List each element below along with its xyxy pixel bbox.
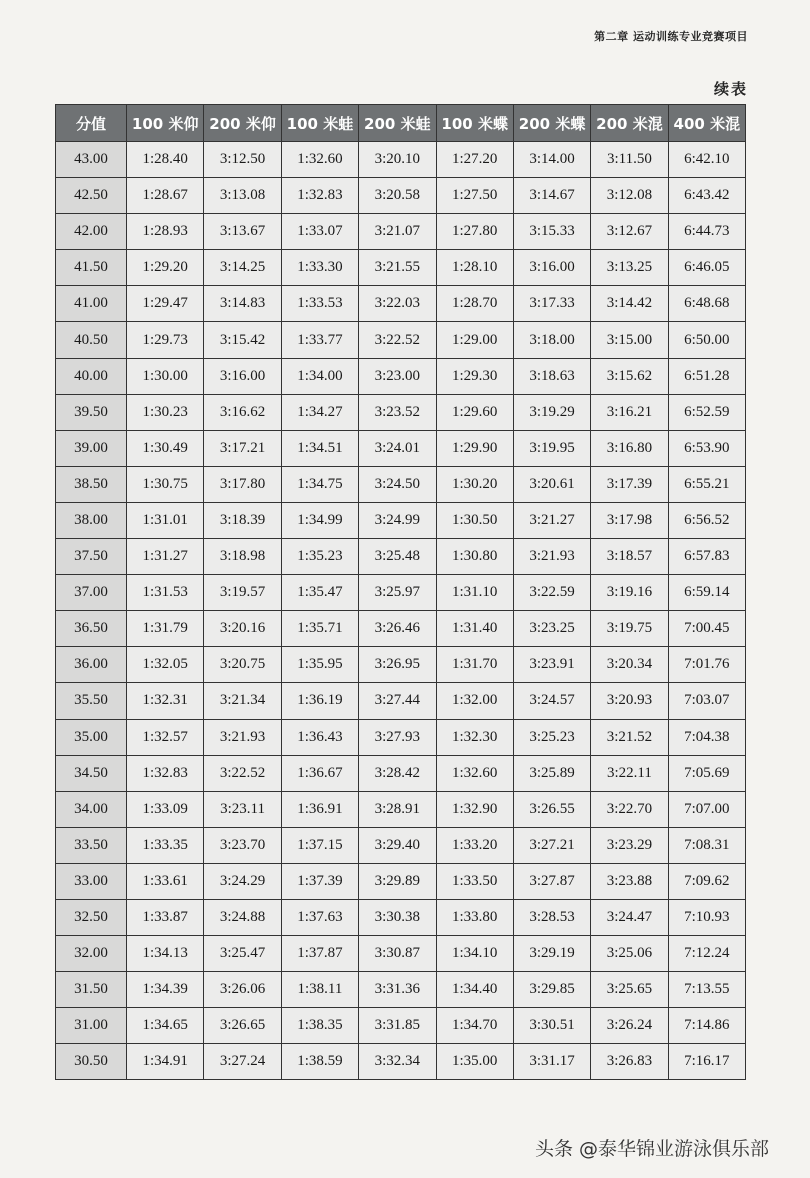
column-header: 200 米混 (591, 105, 668, 142)
time-cell: 1:32.57 (127, 719, 204, 755)
time-cell: 3:22.11 (591, 755, 668, 791)
score-cell: 38.50 (56, 466, 127, 502)
score-cell: 40.50 (56, 322, 127, 358)
time-cell: 3:29.89 (359, 863, 436, 899)
time-cell: 3:24.57 (513, 683, 590, 719)
time-cell: 7:13.55 (668, 972, 745, 1008)
time-cell: 3:24.47 (591, 899, 668, 935)
time-cell: 3:18.39 (204, 502, 281, 538)
time-cell: 1:37.39 (281, 863, 358, 899)
time-cell: 3:24.50 (359, 466, 436, 502)
time-cell: 3:21.07 (359, 214, 436, 250)
time-cell: 3:30.38 (359, 899, 436, 935)
time-cell: 3:17.80 (204, 466, 281, 502)
time-cell: 3:20.75 (204, 647, 281, 683)
time-cell: 3:17.33 (513, 286, 590, 322)
time-cell: 3:22.03 (359, 286, 436, 322)
time-cell: 1:31.70 (436, 647, 513, 683)
table-row (56, 827, 746, 863)
column-header: 分值 (56, 105, 127, 142)
time-cell: 3:14.25 (204, 250, 281, 286)
time-cell: 1:30.20 (436, 466, 513, 502)
time-cell: 1:28.40 (127, 142, 204, 178)
time-cell: 1:38.11 (281, 972, 358, 1008)
time-cell: 3:21.93 (513, 539, 590, 575)
time-cell: 3:28.53 (513, 899, 590, 935)
time-cell: 6:53.90 (668, 430, 745, 466)
table-row (56, 502, 746, 538)
score-cell: 31.00 (56, 1008, 127, 1044)
time-cell: 3:13.67 (204, 214, 281, 250)
time-cell: 3:11.50 (591, 142, 668, 178)
table-row (56, 683, 746, 719)
time-cell: 1:34.70 (436, 1008, 513, 1044)
score-cell: 42.50 (56, 178, 127, 214)
time-cell: 3:14.00 (513, 142, 590, 178)
time-cell: 3:21.93 (204, 719, 281, 755)
time-cell: 1:27.20 (436, 142, 513, 178)
table-row (56, 936, 746, 972)
time-cell: 3:21.27 (513, 502, 590, 538)
score-cell: 33.00 (56, 863, 127, 899)
time-cell: 3:28.42 (359, 755, 436, 791)
time-cell: 6:57.83 (668, 539, 745, 575)
time-cell: 3:25.97 (359, 575, 436, 611)
time-cell: 1:32.05 (127, 647, 204, 683)
time-cell: 1:33.77 (281, 322, 358, 358)
time-cell: 1:33.80 (436, 899, 513, 935)
time-cell: 3:12.67 (591, 214, 668, 250)
time-cell: 3:25.89 (513, 755, 590, 791)
time-cell: 6:44.73 (668, 214, 745, 250)
continued-label: 续表 (713, 80, 748, 98)
time-cell: 7:08.31 (668, 827, 745, 863)
score-cell: 34.00 (56, 791, 127, 827)
time-cell: 6:56.52 (668, 502, 745, 538)
time-cell: 1:32.31 (127, 683, 204, 719)
time-cell: 1:32.83 (127, 755, 204, 791)
time-cell: 3:26.65 (204, 1008, 281, 1044)
time-cell: 3:26.46 (359, 611, 436, 647)
time-cell: 6:59.14 (668, 575, 745, 611)
time-cell: 3:24.01 (359, 430, 436, 466)
time-cell: 1:33.07 (281, 214, 358, 250)
time-cell: 1:33.09 (127, 791, 204, 827)
running-header: 第二章 运动训练专业竞赛项目 (594, 30, 748, 43)
table-row (56, 647, 746, 683)
time-cell: 1:34.51 (281, 430, 358, 466)
time-cell: 1:33.87 (127, 899, 204, 935)
table-row (56, 286, 746, 322)
time-cell: 3:17.21 (204, 430, 281, 466)
time-cell: 1:33.30 (281, 250, 358, 286)
time-cell: 3:23.88 (591, 863, 668, 899)
time-cell: 1:34.91 (127, 1044, 204, 1080)
time-cell: 3:27.44 (359, 683, 436, 719)
time-cell: 1:29.90 (436, 430, 513, 466)
time-cell: 1:29.00 (436, 322, 513, 358)
time-cell: 6:46.05 (668, 250, 745, 286)
time-cell: 1:38.35 (281, 1008, 358, 1044)
time-cell: 3:23.52 (359, 394, 436, 430)
time-cell: 3:23.11 (204, 791, 281, 827)
time-cell: 1:28.93 (127, 214, 204, 250)
score-cell: 37.50 (56, 539, 127, 575)
time-cell: 1:29.73 (127, 322, 204, 358)
time-cell: 3:26.83 (591, 1044, 668, 1080)
time-cell: 6:51.28 (668, 358, 745, 394)
time-cell: 1:32.83 (281, 178, 358, 214)
time-cell: 3:18.63 (513, 358, 590, 394)
time-cell: 3:31.36 (359, 972, 436, 1008)
column-header: 400 米混 (668, 105, 745, 142)
source-watermark: 头条 @泰华锦业游泳俱乐部 (535, 1138, 770, 1160)
table-row (56, 394, 746, 430)
time-cell: 1:28.67 (127, 178, 204, 214)
time-cell: 3:28.91 (359, 791, 436, 827)
time-cell: 7:05.69 (668, 755, 745, 791)
column-header: 100 米仰 (127, 105, 204, 142)
column-header: 200 米仰 (204, 105, 281, 142)
time-cell: 3:22.52 (359, 322, 436, 358)
time-cell: 6:55.21 (668, 466, 745, 502)
time-cell: 3:23.25 (513, 611, 590, 647)
time-cell: 3:25.23 (513, 719, 590, 755)
time-cell: 3:24.88 (204, 899, 281, 935)
time-cell: 3:31.85 (359, 1008, 436, 1044)
time-cell: 3:13.25 (591, 250, 668, 286)
time-cell: 3:17.39 (591, 466, 668, 502)
score-cell: 40.00 (56, 358, 127, 394)
score-cell: 33.50 (56, 827, 127, 863)
time-cell: 1:33.53 (281, 286, 358, 322)
score-cell: 32.00 (56, 936, 127, 972)
score-cell: 37.00 (56, 575, 127, 611)
time-cell: 1:34.00 (281, 358, 358, 394)
table-row (56, 466, 746, 502)
score-cell: 36.50 (56, 611, 127, 647)
time-cell: 1:37.63 (281, 899, 358, 935)
table-row (56, 899, 746, 935)
time-cell: 7:07.00 (668, 791, 745, 827)
column-header: 200 米蝶 (513, 105, 590, 142)
time-cell: 1:29.20 (127, 250, 204, 286)
time-cell: 3:27.24 (204, 1044, 281, 1080)
table-row (56, 575, 746, 611)
time-cell: 1:29.47 (127, 286, 204, 322)
time-cell: 1:30.49 (127, 430, 204, 466)
time-cell: 1:38.59 (281, 1044, 358, 1080)
time-cell: 3:20.34 (591, 647, 668, 683)
time-cell: 1:37.87 (281, 936, 358, 972)
time-cell: 7:16.17 (668, 1044, 745, 1080)
time-cell: 1:35.47 (281, 575, 358, 611)
time-cell: 3:19.16 (591, 575, 668, 611)
table-row (56, 719, 746, 755)
score-cell: 35.50 (56, 683, 127, 719)
time-cell: 1:32.60 (436, 755, 513, 791)
time-cell: 3:30.51 (513, 1008, 590, 1044)
time-cell: 3:20.10 (359, 142, 436, 178)
score-cell: 30.50 (56, 1044, 127, 1080)
time-cell: 3:15.33 (513, 214, 590, 250)
time-cell: 3:23.00 (359, 358, 436, 394)
time-cell: 1:27.80 (436, 214, 513, 250)
time-cell: 3:19.75 (591, 611, 668, 647)
table-row (56, 1008, 746, 1044)
time-cell: 3:26.24 (591, 1008, 668, 1044)
time-cell: 1:31.40 (436, 611, 513, 647)
time-cell: 1:32.00 (436, 683, 513, 719)
time-cell: 6:52.59 (668, 394, 745, 430)
time-cell: 3:25.47 (204, 936, 281, 972)
time-cell: 1:35.95 (281, 647, 358, 683)
time-cell: 1:36.91 (281, 791, 358, 827)
time-cell: 3:12.50 (204, 142, 281, 178)
table-header-row (56, 105, 746, 142)
time-cell: 3:19.95 (513, 430, 590, 466)
time-cell: 3:19.57 (204, 575, 281, 611)
time-cell: 1:28.70 (436, 286, 513, 322)
time-cell: 3:18.57 (591, 539, 668, 575)
score-cell: 41.50 (56, 250, 127, 286)
time-cell: 7:03.07 (668, 683, 745, 719)
time-cell: 1:34.39 (127, 972, 204, 1008)
time-cell: 6:42.10 (668, 142, 745, 178)
table-row (56, 142, 746, 178)
time-cell: 1:32.30 (436, 719, 513, 755)
time-cell: 3:16.62 (204, 394, 281, 430)
time-cell: 3:26.06 (204, 972, 281, 1008)
time-cell: 1:34.40 (436, 972, 513, 1008)
score-cell: 39.50 (56, 394, 127, 430)
time-cell: 3:20.58 (359, 178, 436, 214)
time-cell: 3:25.48 (359, 539, 436, 575)
time-cell: 3:18.98 (204, 539, 281, 575)
time-cell: 3:16.21 (591, 394, 668, 430)
time-cell: 1:35.00 (436, 1044, 513, 1080)
time-cell: 1:35.71 (281, 611, 358, 647)
time-cell: 1:30.50 (436, 502, 513, 538)
score-cell: 41.00 (56, 286, 127, 322)
time-cell: 3:16.00 (204, 358, 281, 394)
time-cell: 1:27.50 (436, 178, 513, 214)
time-cell: 3:32.34 (359, 1044, 436, 1080)
table-row (56, 430, 746, 466)
time-cell: 1:31.79 (127, 611, 204, 647)
time-cell: 3:14.42 (591, 286, 668, 322)
time-cell: 6:50.00 (668, 322, 745, 358)
score-table (55, 104, 746, 1080)
time-cell: 3:25.06 (591, 936, 668, 972)
time-cell: 1:32.90 (436, 791, 513, 827)
time-cell: 7:12.24 (668, 936, 745, 972)
table-row (56, 1044, 746, 1080)
time-cell: 1:31.01 (127, 502, 204, 538)
time-cell: 1:36.19 (281, 683, 358, 719)
time-cell: 3:25.65 (591, 972, 668, 1008)
time-cell: 3:13.08 (204, 178, 281, 214)
time-cell: 3:21.55 (359, 250, 436, 286)
time-cell: 1:33.35 (127, 827, 204, 863)
table-row (56, 214, 746, 250)
score-cell: 43.00 (56, 142, 127, 178)
time-cell: 1:33.20 (436, 827, 513, 863)
time-cell: 3:15.62 (591, 358, 668, 394)
time-cell: 1:33.61 (127, 863, 204, 899)
time-cell: 3:20.61 (513, 466, 590, 502)
time-cell: 3:21.34 (204, 683, 281, 719)
time-cell: 3:23.91 (513, 647, 590, 683)
column-header: 200 米蛙 (359, 105, 436, 142)
time-cell: 3:23.70 (204, 827, 281, 863)
time-cell: 3:16.00 (513, 250, 590, 286)
time-cell: 1:30.00 (127, 358, 204, 394)
time-cell: 3:14.67 (513, 178, 590, 214)
time-cell: 3:26.55 (513, 791, 590, 827)
time-cell: 3:30.87 (359, 936, 436, 972)
time-cell: 3:27.93 (359, 719, 436, 755)
time-cell: 1:31.27 (127, 539, 204, 575)
table-row (56, 791, 746, 827)
time-cell: 3:21.52 (591, 719, 668, 755)
time-cell: 3:16.80 (591, 430, 668, 466)
table-row (56, 358, 746, 394)
time-cell: 1:30.80 (436, 539, 513, 575)
time-cell: 7:04.38 (668, 719, 745, 755)
time-cell: 3:29.85 (513, 972, 590, 1008)
table-row (56, 539, 746, 575)
score-cell: 42.00 (56, 214, 127, 250)
time-cell: 3:27.21 (513, 827, 590, 863)
time-cell: 3:17.98 (591, 502, 668, 538)
score-cell: 38.00 (56, 502, 127, 538)
time-cell: 3:18.00 (513, 322, 590, 358)
time-cell: 7:00.45 (668, 611, 745, 647)
time-cell: 3:19.29 (513, 394, 590, 430)
table-body (56, 142, 746, 1080)
time-cell: 3:29.40 (359, 827, 436, 863)
table-row (56, 755, 746, 791)
time-cell: 3:29.19 (513, 936, 590, 972)
time-cell: 7:09.62 (668, 863, 745, 899)
score-cell: 35.00 (56, 719, 127, 755)
time-cell: 3:23.29 (591, 827, 668, 863)
time-cell: 1:31.53 (127, 575, 204, 611)
time-cell: 1:29.30 (436, 358, 513, 394)
time-cell: 3:15.00 (591, 322, 668, 358)
time-cell: 1:36.43 (281, 719, 358, 755)
time-cell: 1:29.60 (436, 394, 513, 430)
time-cell: 1:30.75 (127, 466, 204, 502)
table-row (56, 611, 746, 647)
score-cell: 39.00 (56, 430, 127, 466)
column-header: 100 米蝶 (436, 105, 513, 142)
time-cell: 3:15.42 (204, 322, 281, 358)
time-cell: 1:34.10 (436, 936, 513, 972)
table-row (56, 863, 746, 899)
time-cell: 1:31.10 (436, 575, 513, 611)
time-cell: 3:22.59 (513, 575, 590, 611)
time-cell: 6:43.42 (668, 178, 745, 214)
time-cell: 3:27.87 (513, 863, 590, 899)
table-row (56, 250, 746, 286)
time-cell: 1:33.50 (436, 863, 513, 899)
time-cell: 3:24.29 (204, 863, 281, 899)
time-cell: 3:12.08 (591, 178, 668, 214)
time-cell: 3:26.95 (359, 647, 436, 683)
time-cell: 6:48.68 (668, 286, 745, 322)
time-cell: 3:14.83 (204, 286, 281, 322)
time-cell: 1:34.65 (127, 1008, 204, 1044)
time-cell: 1:30.23 (127, 394, 204, 430)
time-cell: 1:37.15 (281, 827, 358, 863)
table-row (56, 178, 746, 214)
time-cell: 3:20.16 (204, 611, 281, 647)
time-cell: 3:20.93 (591, 683, 668, 719)
time-cell: 3:22.52 (204, 755, 281, 791)
table-row (56, 972, 746, 1008)
time-cell: 3:24.99 (359, 502, 436, 538)
time-cell: 1:34.75 (281, 466, 358, 502)
time-cell: 1:32.60 (281, 142, 358, 178)
time-cell: 1:34.13 (127, 936, 204, 972)
time-cell: 1:34.99 (281, 502, 358, 538)
score-cell: 32.50 (56, 899, 127, 935)
time-cell: 1:28.10 (436, 250, 513, 286)
time-cell: 7:10.93 (668, 899, 745, 935)
time-cell: 7:01.76 (668, 647, 745, 683)
time-cell: 1:34.27 (281, 394, 358, 430)
score-cell: 36.00 (56, 647, 127, 683)
score-cell: 31.50 (56, 972, 127, 1008)
time-cell: 1:35.23 (281, 539, 358, 575)
table-row (56, 322, 746, 358)
time-cell: 1:36.67 (281, 755, 358, 791)
time-cell: 7:14.86 (668, 1008, 745, 1044)
time-cell: 3:31.17 (513, 1044, 590, 1080)
time-cell: 3:22.70 (591, 791, 668, 827)
column-header: 100 米蛙 (281, 105, 358, 142)
score-cell: 34.50 (56, 755, 127, 791)
